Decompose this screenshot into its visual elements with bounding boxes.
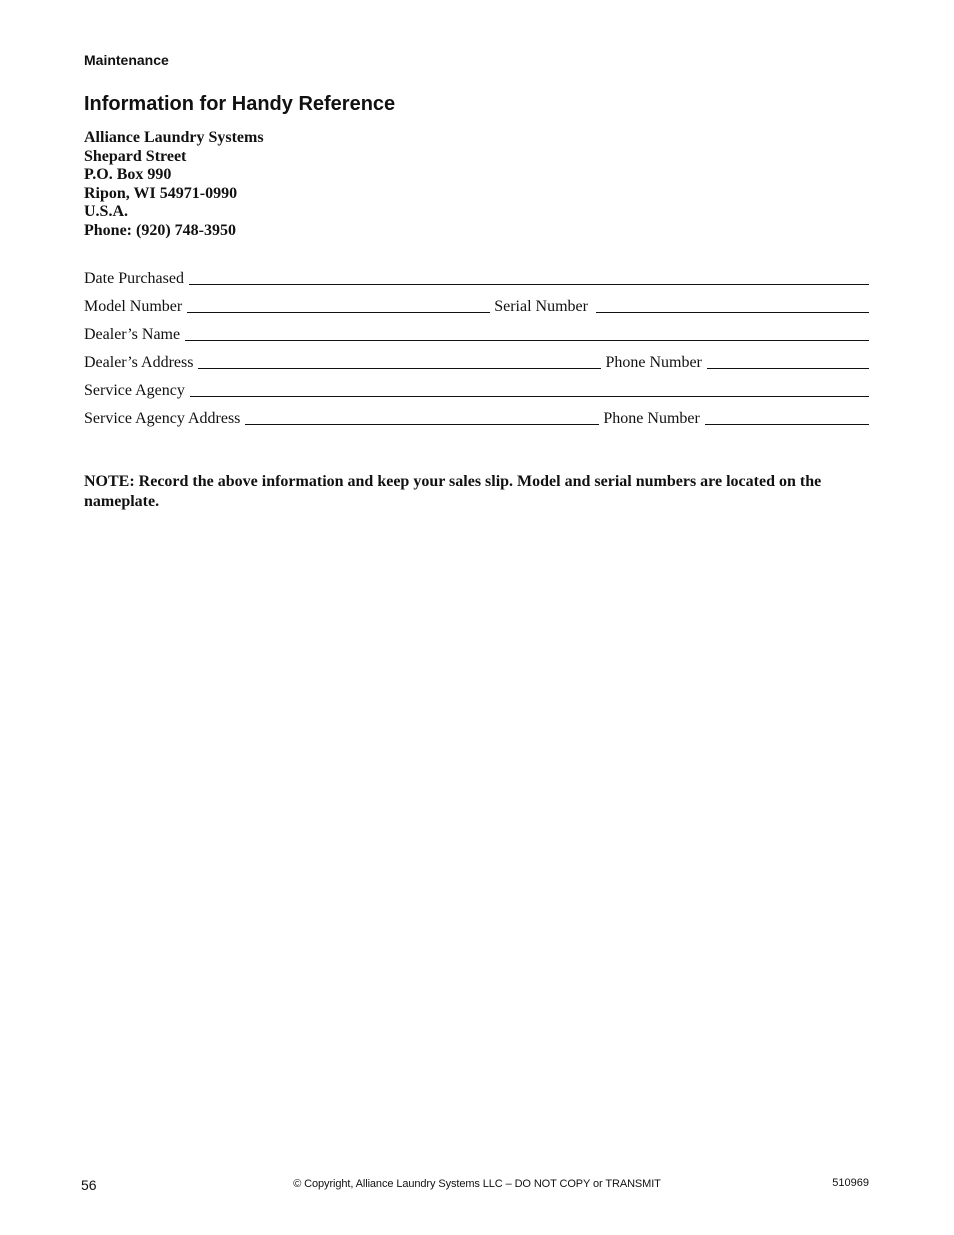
row-dealers-address [84,350,869,372]
row-service-agency [84,378,869,400]
copyright-notice: © Copyright, Alliance Laundry Systems LLC – DO NOT COPY or TRANSMIT [293,1178,661,1190]
service-phone-field[interactable] [705,424,869,425]
address-line-company: Alliance Laundry Systems [84,129,264,146]
page-title: Information for Handy Reference [84,93,396,115]
company-address [84,129,264,241]
row-dealers-name [84,322,869,344]
service-agency-address-label: Service Agency Address [84,410,241,427]
service-agency-field[interactable] [190,396,869,397]
address-line-po-box: P.O. Box 990 [84,166,172,184]
service-phone-label: Phone Number [603,410,700,427]
dealers-address-label: Dealer’s Address [84,354,194,371]
model-number-label: Model Number [84,298,183,315]
dealers-name-label: Dealer’s Name [84,326,181,343]
date-purchased-label: Date Purchased [84,270,184,287]
address-line-phone: Phone: (920) 748-3950 [84,221,236,239]
service-agency-label: Service Agency [84,382,185,399]
service-agency-address-field[interactable] [245,424,599,425]
dealers-name-field[interactable] [185,340,869,341]
row-date-purchased [84,266,869,288]
dealer-phone-field[interactable] [707,368,869,369]
page-number: 56 [81,1177,97,1193]
date-purchased-field[interactable] [189,284,869,285]
address-line-country: U.S.A. [84,203,129,221]
address-line-city: Ripon, WI 54971-0990 [84,184,238,202]
model-number-field[interactable] [187,312,490,313]
row-model-serial [84,294,869,316]
serial-number-label: Serial Number [494,298,588,315]
document-code: 510969 [832,1177,869,1189]
section-label: Maintenance [84,52,169,68]
dealer-phone-label: Phone Number [605,354,702,371]
serial-number-field[interactable] [596,312,869,313]
dealers-address-field[interactable] [198,368,601,369]
row-service-agency-address [84,406,869,428]
note-text: NOTE: Record the above information and keep your sales slip. Model and serial numbers are located on the nameplate. [84,473,822,510]
address-line-street: Shepard Street [84,147,187,165]
